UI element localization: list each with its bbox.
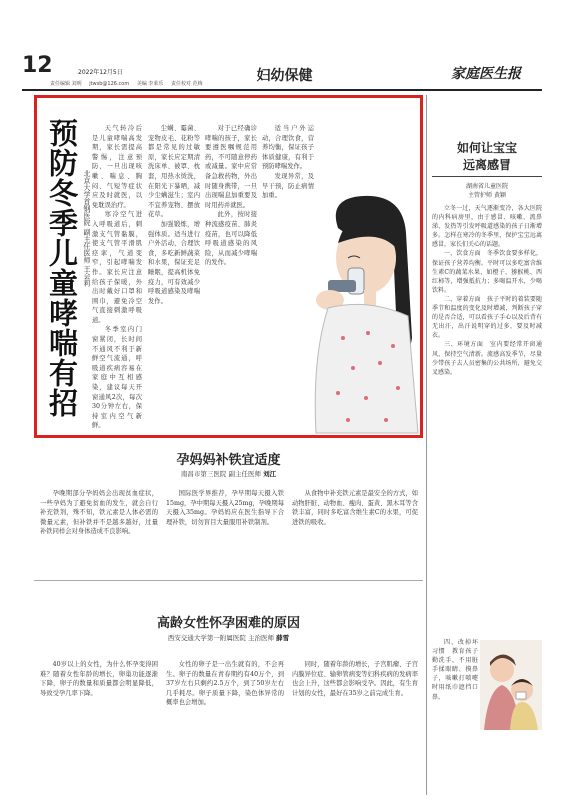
side-article-author-line: 湖南省儿童医院 — [465, 183, 508, 190]
article-author — [34, 469, 423, 478]
side-article-author — [432, 182, 542, 200]
side-article-body-tail — [432, 638, 478, 788]
paragraph: 一、饮食方面 冬季饮食要多样化，保证孩子营养均衡。平时可以多吃富含维生素C的蔬菜水果，如橙子、猕猴桃、西红柿等，增强抵抗力；多喝温开水，少喝饮料。 — [432, 250, 542, 294]
article-title: 高龄女性怀孕困难的原因 — [156, 616, 300, 631]
child-inhaler-illustration — [308, 188, 418, 433]
mother-child-photo — [480, 640, 542, 730]
article-title: 孕妈妈补铁宜适度 — [176, 453, 281, 468]
article-column — [92, 124, 142, 430]
side-article-title — [432, 140, 542, 174]
featured-article-author: 北京大学首钢医院 副主任医师 王会莉 — [83, 170, 91, 287]
paragraph: 40岁以上的女性，为什么怀孕变得困难？随着女性年龄的增长，卵巢功能逐渐下降，卵子的数量和质量都会明显降低，导致受孕几率下降。 — [40, 661, 158, 697]
paragraph: 加强锻炼，增强体质。适当进行户外活动，合理饮食，多吃新鲜蔬菜和水果，保证充足睡眠，提高机体免疫力，可有效减少呼吸道感染及哮喘发作。 — [148, 220, 200, 305]
featured-article-title: 预防冬季儿童哮喘有招 — [45, 118, 79, 418]
paragraph: 女性的卵子是一出生就有的，不会再生。卵子的数量在青春期约有40万个，到37岁左右只剩约2.5万个，到了50岁左右几乎耗尽。卵子质量下降，染色体异常的概率也会增加。 — [166, 661, 284, 707]
editor-info-item: jtwsb@126.com — [89, 81, 130, 87]
article-column — [148, 124, 200, 424]
paragraph: 三、环境方面 室内要经常开窗通风，保持空气清新。流感高发季节，尽量少带孩子去人员密集的公共场所，避免交叉感染。 — [432, 341, 542, 376]
article-column — [166, 489, 284, 574]
paragraph: 国际医学界推荐，孕早期每天摄入铁15mg，孕中期每天摄入25mg，孕晚期每天摄入35mg。孕妈妈应在医生指导下合理补铁，切勿盲目大量服用补铁制剂。 — [166, 490, 284, 526]
article-column — [40, 660, 158, 792]
paragraph: 同时，随着年龄的增长，子宫肌瘤、子宫内膜异位症、输卵管病变等妇科疾病的发病率也会上升，这些都会影响受孕。因此，有生育计划的女性，最好在35岁之前完成生育。 — [292, 661, 418, 697]
article-column — [166, 660, 284, 792]
side-article-author-line: 主管护师 黄颖 — [468, 192, 506, 199]
newspaper-logo: 家庭医生报 — [451, 66, 521, 82]
article-column — [262, 124, 314, 254]
editor-info-item: 责任校对 范梅 — [171, 81, 203, 87]
article-column — [205, 124, 257, 424]
header-rule — [22, 89, 542, 91]
editor-info-item: 责任编辑 刘明 — [50, 81, 82, 87]
article-column — [292, 489, 418, 574]
page-number: 12 — [22, 53, 53, 78]
author-affiliation: 西安交通大学第一附属医院 主治医师 — [167, 634, 274, 642]
article-divider — [34, 580, 423, 581]
column-separator — [426, 95, 427, 795]
article-column — [40, 489, 158, 574]
paragraph: 冬季室内门窗紧闭，长时间不通风不利于新鲜空气流通，呼吸道疾病容易在家庭中互相感染，建议每天开窗通风2次，每次30分钟左右，保持室内空气新鲜。 — [92, 326, 142, 430]
paragraph: 对于已经确诊哮喘的孩子，家长要遵医嘱规范用药，不可随意停药或减量。家中应常备急救药物，外出时随身携带，一旦出现喘息加重要及时用药并就医。 — [205, 125, 257, 209]
side-article-title-line: 远离感冒 — [462, 158, 511, 172]
paragraph: 天气转冷后是儿童哮喘高发期，家长需提高警惕，注意预防，一旦出现咳嗽、喘息、胸闷、气短等症状应及时就医，以免耽误治疗。 — [92, 125, 142, 209]
paragraph: 二、穿着方面 孩子平时的着装要随季节和温度的变化及时增减，判断孩子穿的是否合适，可以看孩子手心以及后背有无出汗，出汗说明穿的过多，要及时减衣。 — [432, 295, 542, 340]
side-article-title-line: 如何让宝宝 — [456, 141, 517, 155]
author-name: 刘江 — [263, 470, 277, 478]
issue-date: 2022年12月5日 — [78, 69, 123, 76]
paragraph: 适当户外运动，合理饮食，营养均衡，保证孩子体质健康，有利于预防哮喘发作。 — [262, 125, 314, 171]
paragraph: 立冬一过，天气逐渐变冷，各大医院的内科病房里，由于感冒、咳嗽、流鼻涕、发热等引发呼吸道感染的孩子日渐增多。怎样在寒冷的冬季里，保护宝宝远离感冒，家长们关心的话题。 — [432, 205, 542, 249]
paragraph: 此外，按时接种流感疫苗、肺炎疫苗，也可以降低呼吸道感染的风险，从而减少哮喘的发作。 — [205, 211, 257, 267]
paragraph: 发现异常，及早干预，防止病情加重。 — [262, 172, 314, 200]
author-affiliation: 南昌市第三医院 副主任医师 — [180, 470, 261, 478]
article-column — [292, 660, 418, 792]
editor-info-item: 美编 李莱乐 — [136, 81, 164, 87]
article-author — [34, 633, 423, 642]
author-name: 薛雪 — [276, 634, 290, 642]
side-article-rule — [432, 176, 542, 177]
paragraph: 从食物中补充铁元素是最安全的方式，如动物肝脏、动物血、瘦肉、蛋黄、黑木耳等含铁丰富，同时多吃富含维生素C的水果，可促进铁的吸收。 — [292, 490, 418, 526]
paragraph: 四、改掉坏习惯 教育孩子勤洗手，不用脏手揉眼睛、摸鼻子，咳嗽打喷嚏时用纸巾遮挡口鼻。 — [432, 639, 478, 701]
section-title: 妇幼保健 — [256, 68, 313, 84]
paragraph: 寒冷空气进入呼吸道后，刺激支气管黏膜，使支气管平滑肌痉挛，气道变窄，引起哮喘发作。家长应注意给孩子保暖，外出时戴好口罩和围巾，避免冷空气直接刺激呼吸道。 — [92, 211, 142, 324]
side-article-body — [432, 204, 542, 634]
paragraph: 孕晚期部分孕妈妈会出现贫血症状，一些孕妈为了避免贫血的发生，就会自行补充铁剂，殊不知，铁元素是人体必需的微量元素，但补铁并不是越多越好，过量补铁同样会对身体造成不良影响。 — [40, 490, 158, 536]
paragraph: 尘螨、霉菌、宠物皮毛、花粉等都是常见的过敏原，家长应定期清洗床单、被罩、枕套，用热水烫洗，在阳光下暴晒，减少尘螨滋生；室内不宜养宠物、摆放花草。 — [148, 125, 200, 219]
